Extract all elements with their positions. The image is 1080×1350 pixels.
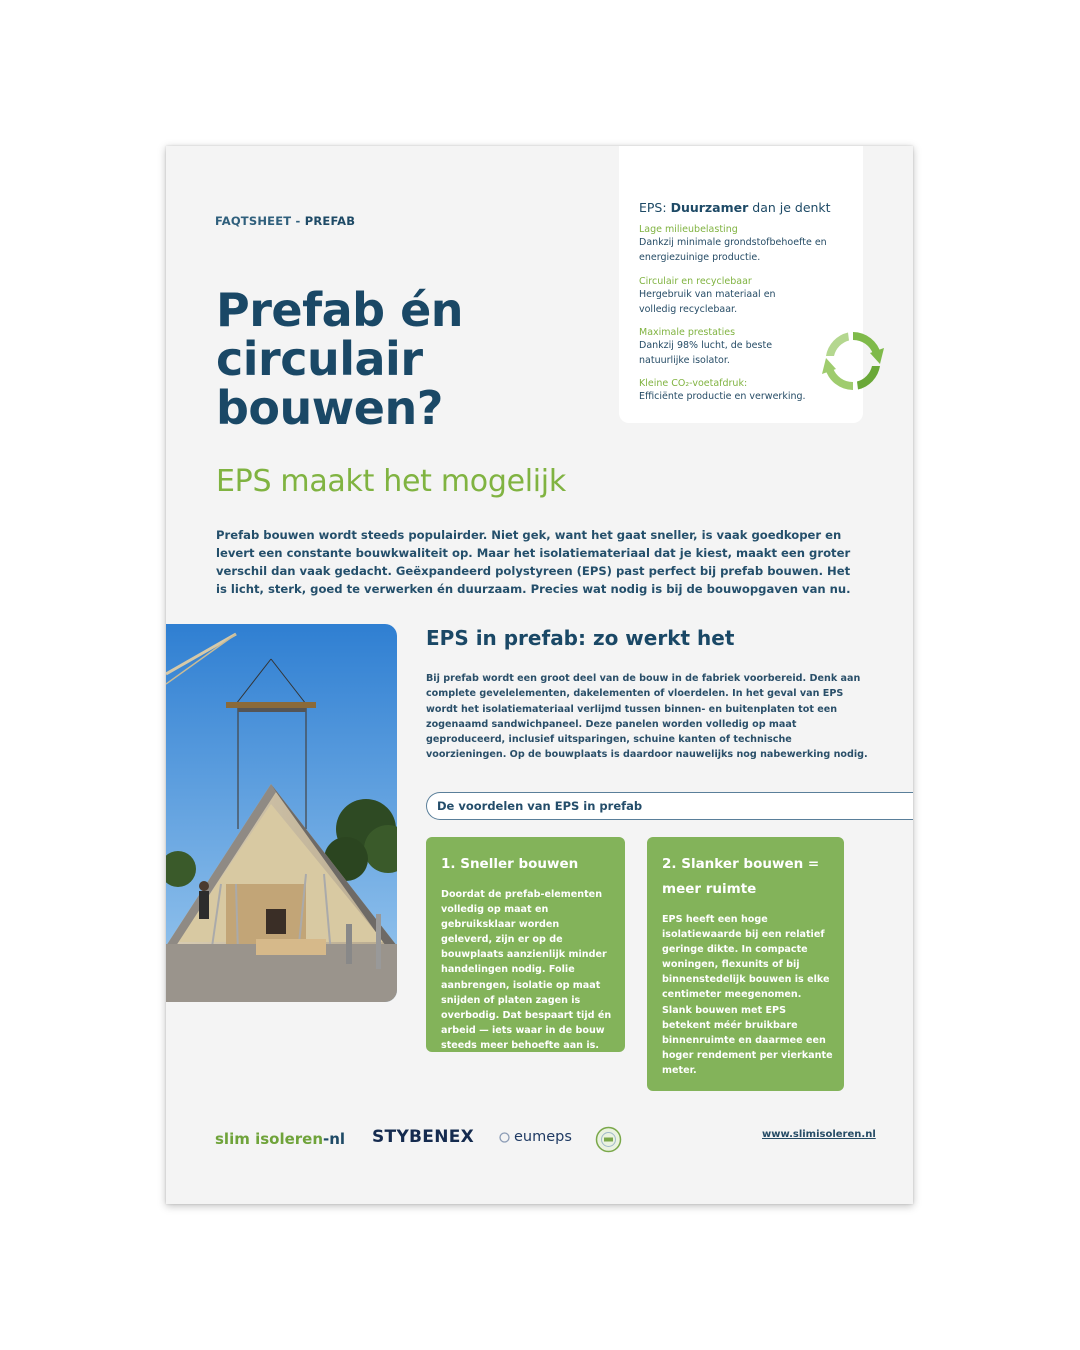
benefits-pill-label: De voordelen van EPS in prefab [437, 799, 643, 813]
sidebox-item-heading: Maximale prestaties [639, 327, 736, 338]
benefit-card-title: 1. Sneller bouwen [441, 856, 579, 872]
factsheet-page [166, 146, 913, 1204]
document-tag [215, 214, 355, 228]
construction-photo [166, 624, 397, 1002]
section-body: Bij prefab wordt een groot deel van de bouw in de fabriek voorbereid. Denk aan complete gevelelementen, dakelementen of vloerdelen. In het geval van EPS wordt het isolatiemateriaal verlijmd tussen binnen- en buitenplaten tot een zogenaamd sandwichpaneel. Deze panelen worden volledig op maat geproduceerd, inclusief uitsparingen, schuine kanten of technische voorzieningen. Op de bouwplaats is daardoor nauwelijks nog nabewerking nodig. [426, 673, 868, 761]
section-title: EPS in prefab: zo werkt het [426, 626, 735, 650]
benefit-card [426, 837, 625, 1052]
tag-bold: PREFAB [304, 214, 356, 228]
sidebox-item-heading: Circulair en recyclebaar [639, 276, 752, 287]
sidebox-item-text: Dankzij minimale grondstofbehoefte en energiezuinige productie. [639, 237, 827, 263]
page-subtitle: EPS maakt het mogelijk [216, 464, 566, 499]
sustainability-box [619, 146, 863, 423]
logo-slim-text: slim isoleren [215, 1130, 324, 1148]
logo-eumeps: eumeps [514, 1129, 572, 1145]
sidebox-item-heading: Kleine CO₂-voetafdruk: [639, 378, 748, 389]
recycle-icon [818, 326, 888, 396]
page-title: Prefab én circulair bouwen? [216, 283, 464, 435]
logo-slim-isoleren [215, 1130, 345, 1148]
eumeps-icon [499, 1132, 510, 1143]
sidebox-item-text: Hergebruik van materiaal en volledig recyclebaar. [639, 289, 776, 315]
logo-slim-suffix: -nl [323, 1130, 346, 1148]
benefit-card [647, 837, 844, 1091]
sidebox-item [639, 224, 844, 265]
sidebox-title-suffix: dan je denkt [748, 200, 831, 215]
sidebox-title-bold: Duurzamer [670, 200, 749, 215]
sidebox-title-prefix: EPS: [639, 200, 671, 215]
sidebox-item-heading: Lage milieubelasting [639, 224, 738, 235]
logo-stybenex: STYBENEX [372, 1127, 475, 1147]
sidebox-title [639, 200, 831, 215]
sidebox-item [639, 378, 839, 404]
benefit-card-text: Doordat de prefab-elementen volledig op maat en gebruiksklaar worden geleverd, zijn er op de bouwplaats aanzienlijk minder handelingen nodig. Folie aanbrengen, isolatie op maat snijden of platen zagen is overbodig. Dat bespaart tijd én arbeid — iets waar in de bouw steeds meer behoefte aan is. [441, 889, 612, 1051]
sidebox-item [639, 327, 814, 368]
sidebox-item [639, 276, 814, 317]
benefit-card-text: EPS heeft een hoge isolatiewaarde bij een relatief geringe dikte. In compacte woningen, flexunits of bij binnenstedelijk bouwen is elke centimeter meegenomen. Slank bouwen met EPS betekent méér bruikbare binnenruimte en daarmee een hoger rendement per vierkante meter. [662, 914, 833, 1076]
sidebox-item-text: Dankzij 98% lucht, de beste natuurlijke isolator. [639, 340, 773, 366]
website-link[interactable]: www.slimisoleren.nl [762, 1129, 876, 1140]
tag-prefix: FAQTSHEET - [215, 214, 305, 228]
certification-seal-icon [595, 1126, 622, 1153]
intro-paragraph: Prefab bouwen wordt steeds populairder. Niet gek, want het gaat sneller, is vaak goedkoper en levert een constante bouwkwaliteit op. Maar het isolatiemateriaal dat je kiest, maakt een groter verschil dan vaak gedacht. Geëxpandeerd polystyreen (EPS) past perfect bij prefab bouwen. Het is licht, sterk, goed te verwerken én duurzaam. Precies wat nodig is bij de bouwopgaven van nu. [216, 528, 851, 596]
benefits-pill [426, 792, 913, 820]
benefit-card-title: 2. Slanker bouwen = meer ruimte [662, 856, 820, 897]
sidebox-item-text: Efficiënte productie en verwerking. [639, 391, 806, 402]
